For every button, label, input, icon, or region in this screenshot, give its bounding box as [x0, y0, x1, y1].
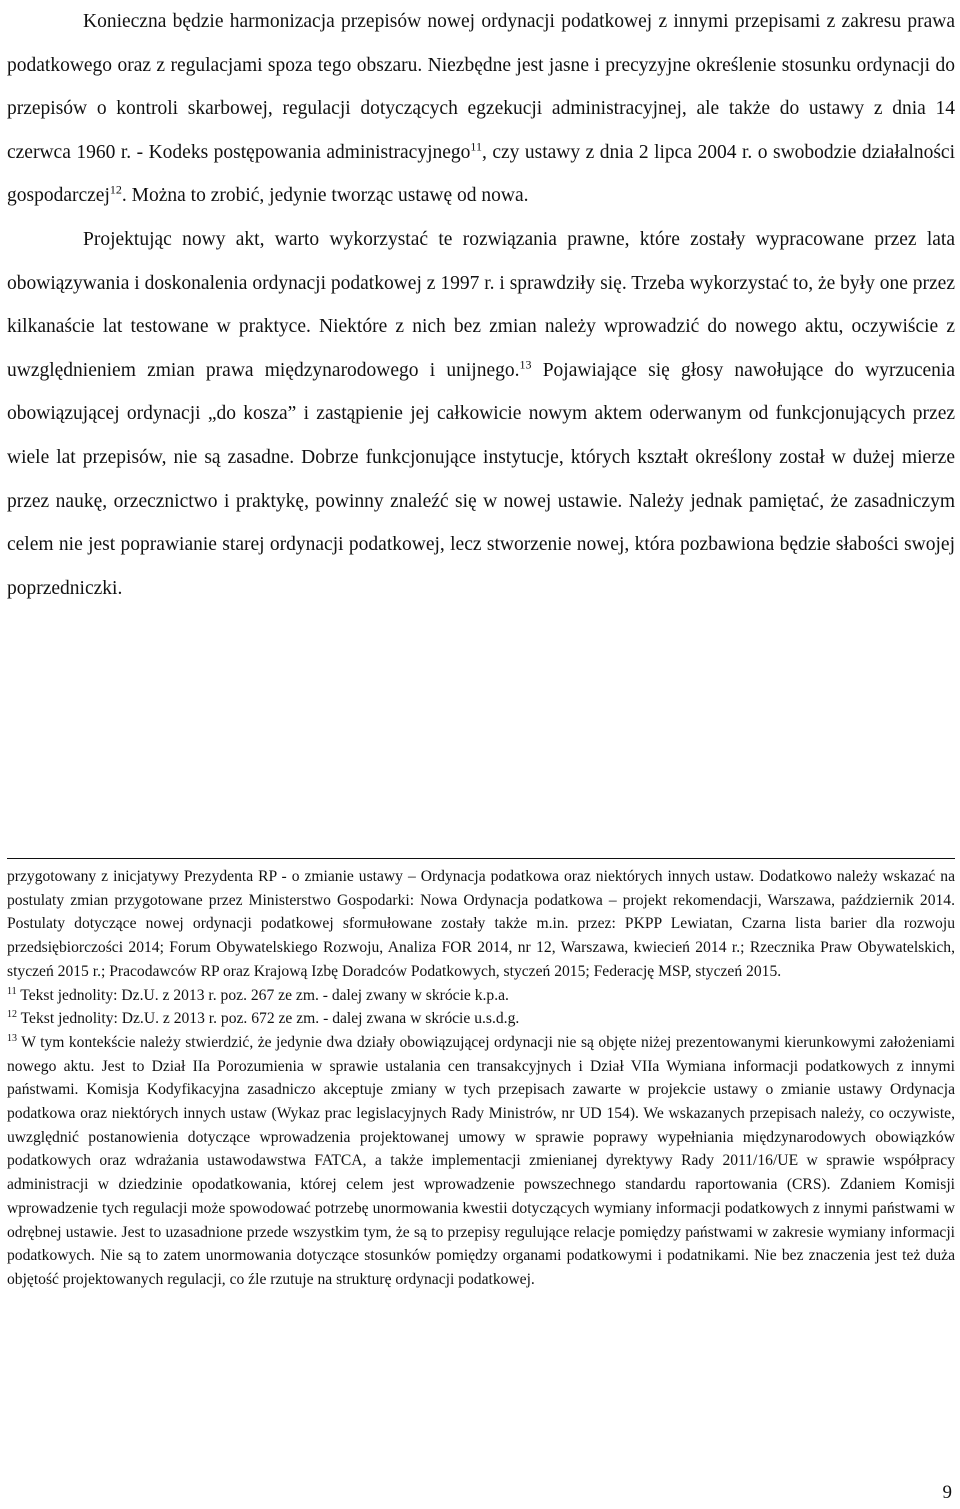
footnote-12 [7, 1007, 955, 1031]
footnote-ref-11: 11 [470, 139, 482, 154]
main-text [7, 0, 955, 610]
paragraph-1-part-c: . Można to zrobić, jedynie tworząc ustawę od nowa. [121, 185, 529, 207]
paragraph-2-part-b: Pojawiające się głosy nawołujące do wyrzucenia obowiązującej ordynacji „do kosza” i zastąpienie jej całkowicie nowym aktem oderwanym od funkcjonujących przez wiele lat przepisów, nie są zasadne. Dobrze funkcjonujące instytucje, których kształt określony został w dużej mierze przez naukę, orzecznictwo i praktykę, powinny znaleźć się w nowej ustawie. Należy jednak pamiętać, że zasadniczym celem nie jest poprawianie starej ordynacji podatkowej, lecz stworzenie nowej, która pozbawiona będzie słabości swojej poprzedniczki. [7, 359, 955, 599]
footnote-11 [7, 984, 955, 1008]
footnote-12-number: 12 [7, 1009, 17, 1021]
footnote-13-text: W tym kontekście należy stwierdzić, że jedynie dwa działy obowiązującej ordynacji nie są objęte niżej prezentowanymi kierunkowymi założeniami nowego aktu. Jest to Dział IIa Porozumienia w sprawie ustalania cen transakcyjnych i Dział VIIa Wymiana informacji podatkowych z innymi państwami. Komisja Kodyfikacyjna zasadniczo akceptuje zmiany w tych przepisach zawarte w projekcie ustawy o zmianie ustawy Ordynacja podatkowa oraz niektórych innych ustaw (Wykaz prac legislacyjnych Rady Ministrów, nr UD 154). We wskazanych przepisach należy, co oczywiste, uwzględnić postanowienia dotyczące wprowadzenia projektowanej umowy w sprawie poprawy wypełniania międzynarodowych obowiązków podatkowych oraz wdrażania ustawodawstwa FATCA, a także implementacji zmienianej dyrektywy Rady 2011/16/UE w sprawie współpracy administracji w dziedzinie opodatkowania, której celem jest wprowadzenie powszechnego standardu raportowania (CRS). Zdaniem Komisji wprowadzenie tych regulacji może spowodować potrzebę unormowania kwestii dotyczących wymiany informacji podatkowych z innymi państwami w odrębnej ustawie. Jest to uzasadnione przede wszystkim tym, że są to przepisy regulujące relacje pomiędzy państwami w zakresie wymiany informacji podatkowych. Nie są to zatem unormowania dotyczące stosunków pomiędzy organami podatkowymi i podatnikami. Nie bez znaczenia jest też duża objętość projektowanych regulacji, co źle rzutuje na strukturę ordynacji podatkowej. [7, 1033, 955, 1288]
paragraph-1-part-b: , czy ustawy z dnia 2 lipca 2004 r. o swobodzie działalności gospodarczej [7, 141, 955, 207]
footnote-separator [7, 858, 955, 859]
footnote-ref-12: 12 [109, 182, 122, 197]
paragraph-2-part-a: Projektując nowy akt, warto wykorzystać te rozwiązania prawne, które zostały wypracowane przez lata obowiązywania i doskonalenia ordynacji podatkowej z 1997 r. i sprawdziły się. Trzeba wykorzystać to, że były one przez kilkanaście lat testowane w praktyce. Niektóre z nich bez zmian należy wprowadzić do nowego aktu, oczywiście z uwzględnieniem zmian prawa międzynarodowego i unijnego. [7, 228, 955, 381]
footnotes [7, 865, 955, 1292]
paragraph-1 [7, 0, 955, 218]
footnote-ref-13: 13 [519, 357, 532, 372]
paragraph-2 [7, 218, 955, 610]
footnote-13 [7, 1031, 955, 1292]
page-number: 9 [942, 1482, 952, 1503]
footnote-11-text: Tekst jednolity: Dz.U. z 2013 r. poz. 267 ze zm. - dalej zwany w skrócie k.p.a. [16, 986, 509, 1004]
footnote-continuation: przygotowany z inicjatywy Prezydenta RP - o zmianie ustawy – Ordynacja podatkowa oraz niektórych innych ustaw. Dodatkowo należy wskazać na postulaty zmian przygotowane przez Ministerstwo Gospodarki: Nowa Ordynacja podatkowa – projekt rekomendacji, Warszawa, październik 2014. Postulaty dotyczące nowej ordynacji podatkowej sformułowane zostały także m.in. przez: PKPP Lewiatan, Czarna lista barier dla rozwoju przedsiębiorczości 2014; Forum Obywatelskiego Rozwoju, Analiza FOR 2014, nr 12, Warszawa, kwiecień 2014 r.; Rzecznika Praw Obywatelskich, styczeń 2015 r.; Pracodawców RP oraz Krajową Izbę Doradców Podatkowych, styczeń 2015; Federację MSP, styczeń 2015. [7, 868, 955, 980]
footnote-12-text: Tekst jednolity: Dz.U. z 2013 r. poz. 672 ze zm. - dalej zwana w skrócie u.s.d.g. [17, 1010, 520, 1028]
footnote-11-number: 11 [7, 985, 17, 997]
footnote-13-number: 13 [7, 1032, 17, 1044]
paragraph-1-part-a: Konieczna będzie harmonizacja przepisów nowej ordynacji podatkowej z innymi przepisami z zakresu prawa podatkowego oraz z regulacjami spoza tego obszaru. Niezbędne jest jasne i precyzyjne określenie stosunku ordynacji do przepisów o kontroli skarbowej, regulacji dotyczących egzekucji administracyjnej, ale także do ustawy z dnia 14 czerwca 1960 r. - Kodeks postępowania administracyjnego [7, 11, 955, 163]
